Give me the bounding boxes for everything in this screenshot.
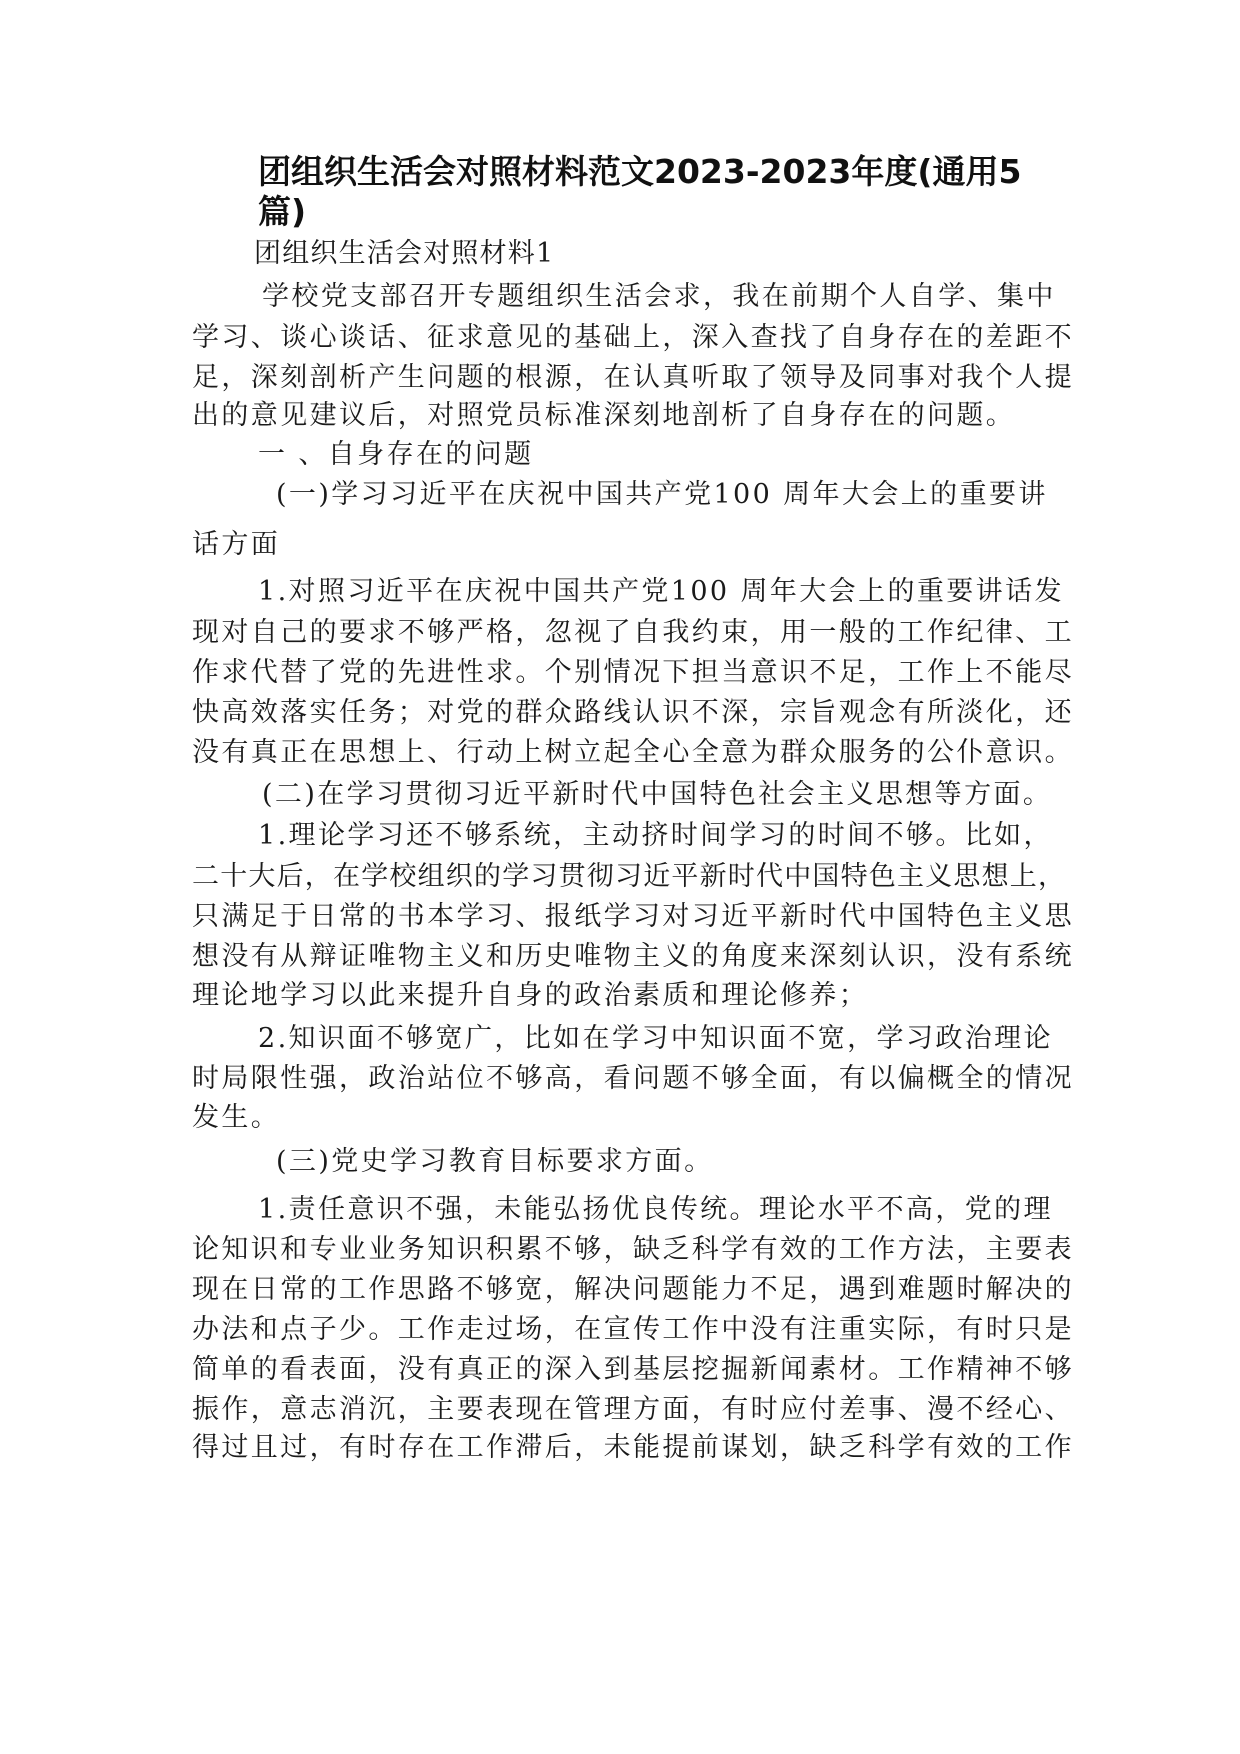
document-title: 团组织生活会对照材料范文2023-2023年度(通用5篇) [258,152,1022,231]
paragraph-line: 办法和点子少。工作走过场，在宣传工作中没有注重实际，有时只是 [192,1314,1074,1345]
paragraph-line: 2.知识面不够宽广，比如在学习中知识面不宽，学习政治理论 [258,1023,1053,1054]
paragraph-line: 发生。 [192,1102,281,1133]
paragraph-line: 足，深刻剖析产生问题的根源，在认真听取了领导及同事对我个人提 [192,362,1074,393]
paragraph-line: 只满足于日常的书本学习、报纸学习对习近平新时代中国特色主义思 [192,901,1074,932]
paragraph-line: 快高效落实任务；对党的群众路线认识不深，宗旨观念有所淡化，还 [192,697,1074,728]
paragraph-line: 二十大后，在学校组织的学习贯彻习近平新时代中国特色主义思想上， [192,861,1067,892]
paragraph-line: 1.对照习近平在庆祝中国共产党100 周年大会上的重要讲话发 [258,576,1064,607]
subsection-heading: 话方面 [192,529,281,560]
paragraph-line: 简单的看表面，没有真正的深入到基层挖掘新闻素材。工作精神不够 [192,1354,1074,1385]
paragraph-line: 时局限性强，政治站位不够高，看问题不够全面，有以偏概全的情况 [192,1063,1074,1094]
paragraph-line: 想没有从辩证唯物主义和历史唯物主义的角度来深刻认识，没有系统 [192,941,1074,972]
subsection-heading: (二)在学习贯彻习近平新时代中国特色社会主义思想等方面。 [262,779,1053,810]
paragraph-line: 1.理论学习还不够系统，主动挤时间学习的时间不够。比如， [258,820,1053,851]
subsection-heading: (一)学习习近平在庆祝中国共产党100 周年大会上的重要讲 [276,479,1048,510]
paragraph-line: 学习、谈心谈话、征求意见的基础上，深入查找了自身存在的差距不 [192,322,1074,353]
paragraph-line: 出的意见建议后，对照党员标准深刻地剖析了自身存在的问题。 [192,400,1016,431]
paragraph-line: 没有真正在思想上、行动上树立起全心全意为群众服务的公仆意识。 [192,737,1074,768]
paragraph-line: 现对自己的要求不够严格，忽视了自我约束，用一般的工作纪律、工 [192,617,1074,648]
paragraph-line: 理论地学习以此来提升自身的政治素质和理论修养； [192,980,869,1011]
paragraph-line: 论知识和专业业务知识积累不够，缺乏科学有效的工作方法，主要表 [192,1234,1074,1265]
section-subtitle: 团组织生活会对照材料1 [254,238,555,269]
paragraph-line: 学校党支部召开专题组织生活会求，我在前期个人自学、集中 [262,281,1056,312]
paragraph-line: 得过且过，有时存在工作滞后，未能提前谋划，缺乏科学有效的工作 [192,1432,1074,1463]
paragraph-line: 振作，意志消沉，主要表现在管理方面，有时应付差事、漫不经心、 [192,1394,1074,1425]
subsection-heading: (三)党史学习教育目标要求方面。 [276,1146,714,1177]
paragraph-line: 现在日常的工作思路不够宽，解决问题能力不足，遇到难题时解决的 [192,1274,1074,1305]
paragraph-line: 作求代替了党的先进性求。个别情况下担当意识不足，工作上不能尽 [192,657,1074,688]
section-heading: 一 、自身存在的问题 [258,439,534,470]
paragraph-line: 1.责任意识不强，未能弘扬优良传统。理论水平不高，党的理 [258,1194,1053,1225]
